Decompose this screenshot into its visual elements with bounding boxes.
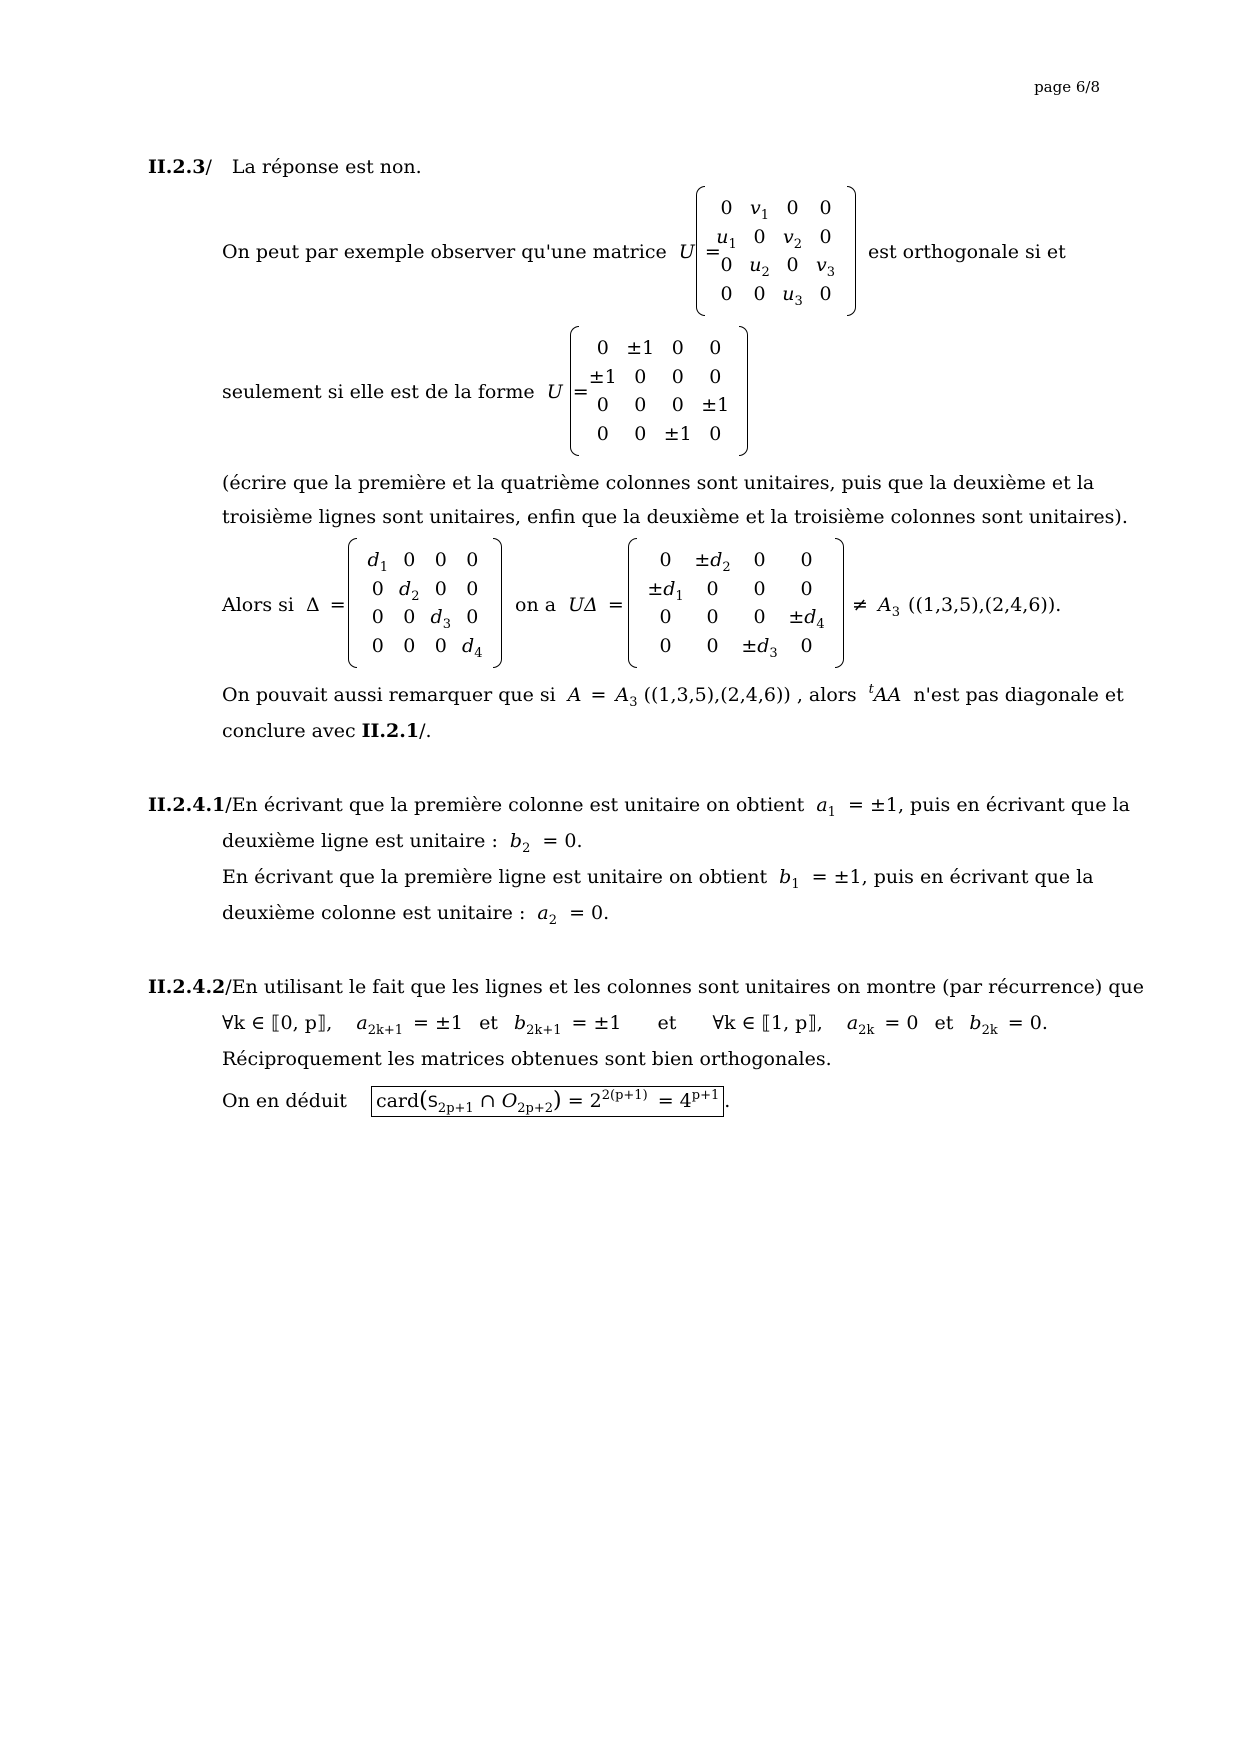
sub-odd: 2k+1 (526, 1023, 562, 1038)
matrix-cell: 0 (753, 549, 766, 572)
matrix-cell: 0 (659, 606, 672, 629)
page-number: page 6/8 (1034, 78, 1100, 96)
matrix-cell: 0 (819, 197, 832, 220)
remark-line (222, 682, 1124, 710)
l1-pre: En écrivant que la première colonne est unitaire on obtient (231, 794, 805, 816)
matrix-cell: ±1 (663, 422, 692, 445)
left-bracket (696, 186, 705, 316)
card: card (375, 1090, 420, 1112)
matrix-cell: 0 (706, 606, 719, 629)
orthogonal-line-1 (222, 241, 721, 263)
equals-sign: = (329, 594, 346, 616)
equals-sign: = (572, 381, 589, 403)
left-bracket (628, 538, 637, 668)
remark-args: ((1,3,5),(2,4,6)) (643, 684, 791, 706)
section-label: II.2.4.1 (148, 794, 226, 816)
matrix-cell: 0 (403, 606, 416, 629)
matrix-cell: 0 (403, 634, 416, 657)
matrix-cell: 0 (659, 634, 672, 657)
matrix-cell: ±1 (626, 337, 655, 360)
transpose-t: t (868, 682, 874, 697)
l4-pre: deuxième colonne est unitaire : (222, 902, 526, 924)
matrix-cell: 0 (706, 634, 719, 657)
eq2: = 4 (657, 1090, 692, 1112)
right-bracket (847, 186, 856, 316)
var-U: U (678, 241, 695, 263)
var-a: a (816, 794, 828, 816)
matrix-cell: 0 (634, 394, 647, 417)
l1-post: , puis en écrivant que la (897, 794, 1130, 816)
section-2-2-4-2-line-1 (148, 976, 1144, 998)
paren-line-1: (écrire que la première et la quatrième colonnes sont unitaires, puis que la deuxième et la (222, 472, 1095, 494)
var-b: b (509, 830, 523, 852)
matrix-cell: 0 (371, 577, 384, 600)
forall-1: ∀k ∈ ⟦0, p⟧, (222, 1012, 333, 1034)
equals-sign: = (607, 594, 624, 616)
answer-text: La réponse est non. (231, 156, 422, 178)
sub-even: 2k (981, 1023, 998, 1038)
l2-pre: deuxième ligne est unitaire : (222, 830, 498, 852)
section-2-2-4-2-line-3: Réciproquement les matrices obtenues sont bien orthogonales. (222, 1048, 832, 1070)
A3-args: ((1,3,5),(2,4,6)). (908, 594, 1062, 616)
A3-symbol: A (877, 594, 892, 616)
end-dot: . (724, 1090, 731, 1112)
matrix-U-delta (628, 538, 844, 668)
section-2-2-3-heading (148, 156, 422, 178)
b-even: b (969, 1012, 982, 1034)
section-2-2-4-1-line-2 (222, 830, 583, 856)
matrix-cell: 0 (819, 282, 832, 305)
left-bracket (570, 326, 579, 456)
on-a-text: on a (515, 594, 557, 616)
section-label: II.2.4.2 (148, 976, 226, 998)
conclude-pre: conclure avec (222, 720, 356, 742)
section-label: II.2.3 (148, 156, 206, 178)
matrix-cell: 0 (720, 197, 733, 220)
eq-pm1: = ±1 (413, 1012, 464, 1034)
U-delta: UΔ (568, 594, 598, 616)
eq-0: = 0 (884, 1012, 919, 1034)
section-slash: / (225, 976, 232, 998)
right-bracket (835, 538, 844, 668)
equals-sign: = (590, 684, 607, 706)
a-odd: a (356, 1012, 368, 1034)
matrix-cell: ±1 (588, 365, 617, 388)
matrix-cell: 0 (634, 422, 647, 445)
matrix-cell: 0 (819, 225, 832, 248)
sub: 1 (827, 805, 836, 820)
sub-even: 2k (858, 1023, 875, 1038)
line1-text: On peut par exemple observer qu'une matrice (222, 241, 667, 263)
matrix-cell: ±1 (701, 394, 730, 417)
matrix-cell: 0 (671, 337, 684, 360)
sub: 2 (522, 841, 531, 856)
paren-close: ) (553, 1088, 562, 1113)
matrix-cell: 0 (466, 577, 479, 600)
remark-mid: , alors (796, 684, 857, 706)
matrix-cell: $u_1$ (716, 225, 737, 252)
et-2: et (657, 1012, 677, 1034)
matrix-U-form (570, 326, 748, 456)
section-2-2-4-2-line-2 (222, 1012, 1048, 1038)
section-2-2-4-1-line-4 (222, 902, 610, 928)
section-slash: / (225, 794, 232, 816)
et: et (479, 1012, 498, 1034)
matrix-cell: 0 (709, 422, 722, 445)
matrix-cell: $\pm d_1$ (647, 577, 684, 604)
exp2: p+1 (691, 1088, 720, 1103)
matrix-cell: 0 (596, 422, 609, 445)
matrix-cell: 0 (709, 365, 722, 388)
eq-0: = 0. (542, 830, 583, 852)
cap: ∩ (479, 1090, 496, 1112)
l1: En utilisant le fait que les lignes et les colonnes sont unitaires on montre (par récurrence) que (231, 976, 1144, 998)
l3-pre: En écrivant que la première ligne est unitaire on obtient (222, 866, 768, 888)
matrix-cell: 0 (659, 549, 672, 572)
matrix-cell: $\pm d_2$ (694, 549, 731, 576)
section-2-2-4-1-line-1 (148, 794, 1130, 820)
result-box (371, 1086, 724, 1117)
matrix-cell: 0 (671, 394, 684, 417)
matrix-cell: 0 (371, 606, 384, 629)
var-AA: AA (873, 684, 902, 706)
section-2-2-4-2-line-4 (222, 1086, 730, 1117)
matrix-U-general (696, 186, 856, 316)
forall-2: ∀k ∈ ⟦1, p⟧, (712, 1012, 823, 1034)
var-a: a (537, 902, 549, 924)
not-equal-A3 (852, 594, 1062, 620)
matrix-cell: 0 (371, 634, 384, 657)
neq-symbol: ≠ (852, 594, 868, 616)
l4-pre: On en déduit (222, 1090, 347, 1112)
sub-odd: 2k+1 (367, 1023, 403, 1038)
matrix-cell: 0 (434, 549, 447, 572)
matrix-cell: $u_2$ (749, 254, 770, 281)
A3-sub: 3 (629, 695, 638, 710)
conclude-post: /. (419, 720, 432, 742)
matrix-cell: 0 (671, 365, 684, 388)
matrix-delta (348, 538, 502, 668)
right-bracket (739, 326, 748, 456)
paren-open: ( (419, 1088, 428, 1113)
matrix-cell: 0 (720, 254, 733, 277)
matrix-cell: 0 (434, 634, 447, 657)
matrix-cell: 0 (434, 577, 447, 600)
line2-text: seulement si elle est de la forme (222, 381, 535, 403)
matrix-cell: $v_1$ (749, 197, 769, 224)
matrix-cell: 0 (596, 394, 609, 417)
eq1: = 2 (567, 1090, 602, 1112)
matrix-cell: $u_3$ (782, 282, 803, 309)
sub: 1 (791, 877, 800, 892)
matrix-cell: $d_3$ (430, 606, 451, 633)
matrix-cell: $\pm d_3$ (741, 634, 778, 661)
paren-line-2: troisième lignes sont unitaires, enfin que la deuxième et la troisième colonnes sont unitaires). (222, 506, 1128, 528)
matrix-cell: $d_1$ (367, 549, 388, 576)
delta-symbol: Δ (305, 594, 320, 616)
sub: 2 (548, 913, 558, 928)
exp1: 2(p+1) (601, 1088, 648, 1103)
matrix-cell: 0 (753, 577, 766, 600)
matrix-cell: $v_3$ (815, 254, 835, 281)
var-U: U (546, 381, 563, 403)
matrix-cell: 0 (709, 337, 722, 360)
var-A: A (567, 684, 582, 706)
O-sub: 2p+2 (517, 1101, 554, 1116)
eq-pm1: = ±1 (811, 866, 862, 888)
on-a (515, 594, 624, 616)
var-b: b (779, 866, 792, 888)
matrix-cell: $v_2$ (782, 225, 802, 252)
matrix-cell: 0 (800, 577, 813, 600)
eq-pm1: = ±1 (571, 1012, 622, 1034)
remark-post: n'est pas diagonale et (913, 684, 1124, 706)
matrix-cell: 0 (596, 337, 609, 360)
et: et (934, 1012, 954, 1034)
a-even: a (846, 1012, 859, 1034)
matrix-cell: 0 (720, 282, 733, 305)
b-odd: b (514, 1012, 527, 1034)
equals-sign: = (704, 241, 721, 263)
matrix-cell: 0 (403, 549, 416, 572)
remark-pre: On pouvait aussi remarquer que si (222, 684, 556, 706)
matrix-cell: 0 (466, 606, 479, 629)
matrix-cell: 0 (753, 282, 766, 305)
S-sub: 2p+1 (437, 1101, 474, 1116)
eq-pm1: = ±1 (848, 794, 898, 816)
O-set: O (501, 1090, 518, 1112)
matrix-cell: 0 (786, 254, 799, 277)
section-2-2-4-1-line-3 (222, 866, 1094, 892)
left-bracket (348, 538, 357, 668)
eq-0-end: = 0. (1007, 1012, 1048, 1034)
matrix-cell: 0 (800, 549, 813, 572)
matrix-cell: 0 (786, 197, 799, 220)
S-set: S (427, 1092, 438, 1111)
matrix-cell: $d_4$ (462, 634, 483, 661)
orthogonal-line-2 (222, 381, 589, 403)
A3-symbol: A (615, 684, 630, 706)
conclude-line (222, 720, 432, 742)
matrix-cell: 0 (634, 365, 647, 388)
matrix-cell: 0 (706, 577, 719, 600)
alors-si-text: Alors si (222, 594, 294, 616)
matrix-cell: 0 (466, 549, 479, 572)
section-slash: / (205, 156, 212, 178)
matrix-cell: $d_2$ (399, 577, 420, 604)
conclude-ref: II.2.1 (361, 720, 420, 742)
matrix-cell: 0 (753, 225, 766, 248)
A3-sub: 3 (891, 605, 900, 620)
matrix-cell: 0 (800, 634, 813, 657)
matrix-cell: $\pm d_4$ (788, 606, 825, 633)
eq-0: = 0. (569, 902, 610, 924)
alors-si (222, 594, 346, 616)
line1-post: est orthogonale si et (868, 241, 1066, 263)
matrix-cell: 0 (753, 606, 766, 629)
right-bracket (493, 538, 502, 668)
l3-post: , puis en écrivant que la (861, 866, 1094, 888)
